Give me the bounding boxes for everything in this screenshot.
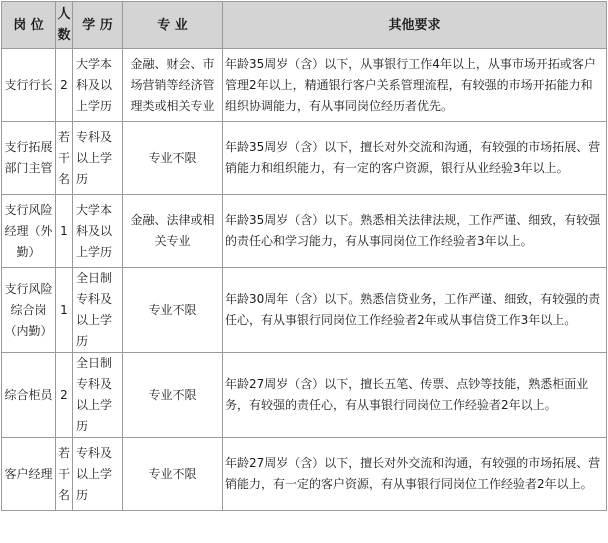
cell-count: 若干名	[56, 122, 73, 195]
table-row	[2, 268, 607, 353]
table-row	[2, 438, 607, 511]
cell-major: 金融、法律或相关专业	[123, 195, 223, 268]
header-position: 岗 位	[2, 2, 56, 49]
cell-education: 大学本科及以上学历	[73, 49, 123, 122]
cell-requirements: 年龄27周岁（含）以下，擅长五笔、传票、点钞等技能，熟悉柜面业务，有较强的责任心，有从事银行同岗位工作经验者2年以上。	[223, 353, 607, 438]
cell-position: 支行风险经理（外勤）	[2, 195, 56, 268]
cell-major: 专业不限	[123, 122, 223, 195]
header-row	[2, 2, 607, 49]
cell-education: 大学本科及以上学历	[73, 195, 123, 268]
header-requirements: 其他要求	[223, 2, 607, 49]
header-education: 学 历	[73, 2, 123, 49]
cell-position: 支行行长	[2, 49, 56, 122]
cell-count: 1	[56, 268, 73, 353]
cell-major: 专业不限	[123, 353, 223, 438]
table-row	[2, 49, 607, 122]
cell-position: 综合柜员	[2, 353, 56, 438]
cell-major: 专业不限	[123, 438, 223, 511]
cell-count: 2	[56, 49, 73, 122]
cell-education: 全日制专科及以上学历	[73, 268, 123, 353]
cell-requirements: 年龄35周岁（含）以下，擅长对外交流和沟通，有较强的市场拓展、营销能力和组织能力，有一定的客户资源，银行从业经验3年以上。	[223, 122, 607, 195]
cell-major: 专业不限	[123, 268, 223, 353]
cell-position: 支行风险综合岗（内勤）	[2, 268, 56, 353]
cell-count: 2	[56, 353, 73, 438]
cell-requirements: 年龄35周岁（含）以下，从事银行工作4年以上，从事市场开拓或客户管理2年以上，精通银行客户关系管理流程，有较强的市场开拓能力和组织协调能力，有从事同岗位经历者优先。	[223, 49, 607, 122]
table-row	[2, 122, 607, 195]
cell-education: 全日制专科及以上学历	[73, 353, 123, 438]
recruitment-table	[1, 1, 607, 511]
table-row	[2, 195, 607, 268]
cell-requirements: 年龄35周岁（含）以下。熟悉相关法律法规，工作严谨、细致，有较强的责任心和学习能力，有从事同岗位工作经验者3年以上。	[223, 195, 607, 268]
header-count: 人数	[56, 2, 73, 49]
cell-position: 支行拓展部门主管	[2, 122, 56, 195]
cell-position: 客户经理	[2, 438, 56, 511]
cell-requirements: 年龄27周岁（含）以下，擅长对外交流和沟通，有较强的市场拓展、营销能力，有一定的客户资源，有从事银行同岗位工作经验者2年以上。	[223, 438, 607, 511]
header-major: 专 业	[123, 2, 223, 49]
cell-major: 金融、财会、市场营销等经济管理类或相关专业	[123, 49, 223, 122]
cell-count: 若干名	[56, 438, 73, 511]
table-row	[2, 353, 607, 438]
cell-count: 1	[56, 195, 73, 268]
cell-requirements: 年龄30周年（含）以下。熟悉信贷业务，工作严谨、细致，有较强的责任心，有从事银行同岗位工作经验者2年或从事信贷工作3年以上。	[223, 268, 607, 353]
cell-education: 专科及以上学历	[73, 438, 123, 511]
cell-education: 专科及以上学历	[73, 122, 123, 195]
